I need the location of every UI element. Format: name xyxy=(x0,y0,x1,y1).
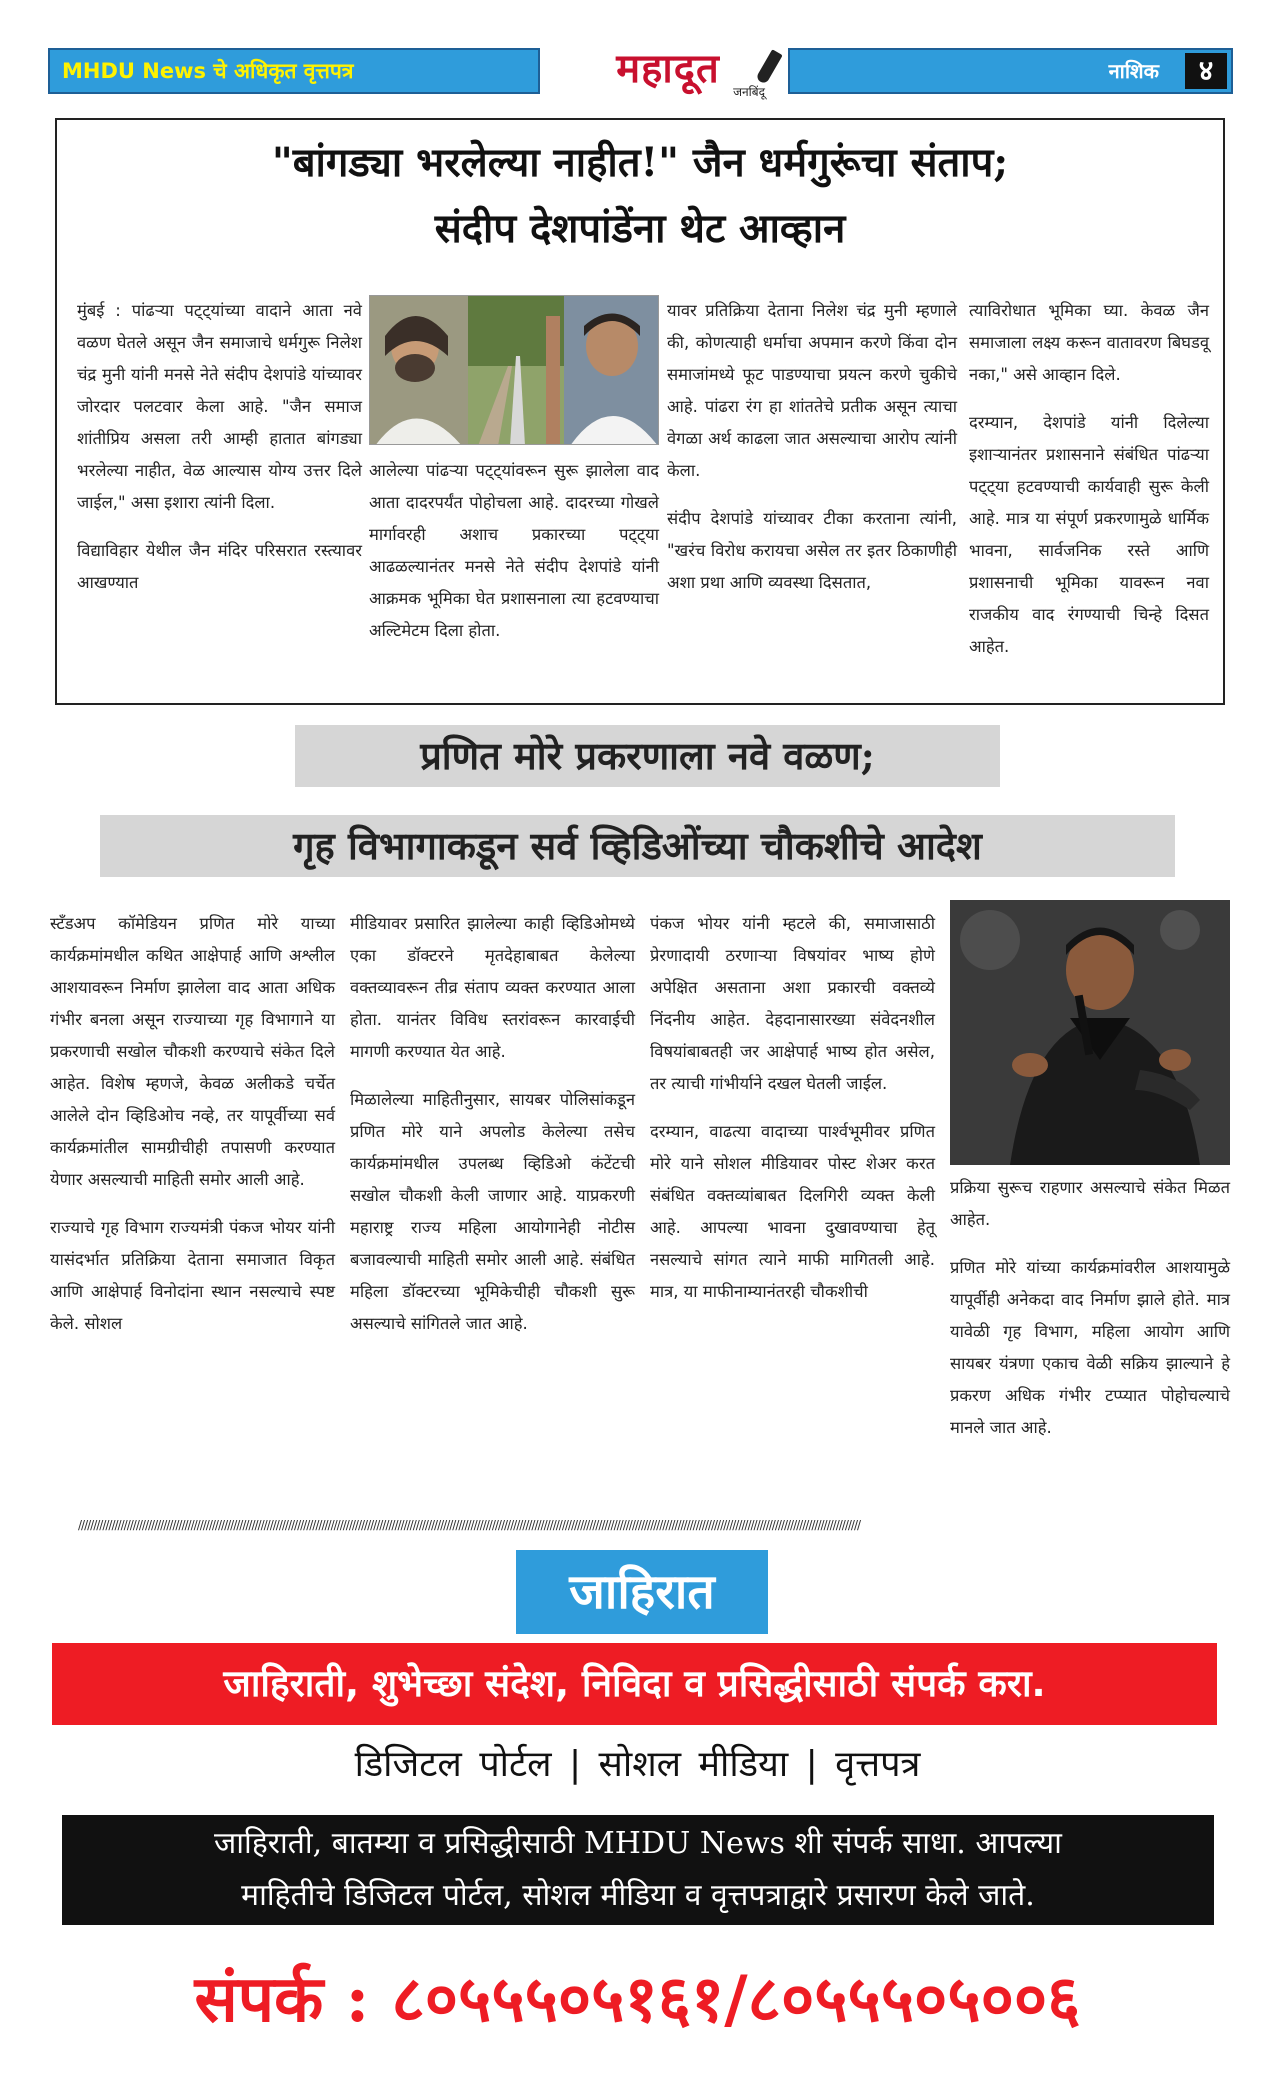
story1-photo-collage xyxy=(370,296,659,445)
advertisement-red-banner: जाहिराती, शुभेच्छा संदेश, निविदा व प्रसिद्धीसाठी संपर्क करा. xyxy=(52,1643,1217,1725)
story1-column-2 xyxy=(369,455,659,647)
story1-headline-line2: संदीप देशपांडेंना थेट आव्हान xyxy=(434,205,846,252)
story1-photo xyxy=(369,295,659,445)
story2-column-1 xyxy=(50,908,335,1340)
masthead-right-bar xyxy=(788,48,1233,94)
masthead xyxy=(48,45,1233,99)
story1-column-1 xyxy=(77,295,362,599)
contact-numbers[interactable]: संपर्क : ८०५५५०५१६१/८०५५५०५००६ xyxy=(194,1962,1081,2037)
comedian-photo xyxy=(950,900,1230,1165)
page-number: ४ xyxy=(1185,53,1227,89)
paragraph: मुंबई : पांढऱ्या पट्ट्यांच्या वादाने आता नवे वळण घेतले असून जैन समाजाचे धर्मगुरू निलेश चंद्र मुनी यांनी मनसे नेते संदीप देशपांडे यांच्यावर जोरदार पलटवार केला आहे. "जैन समाज शांतीप्रिय असला तरी आम्ही हातात बांगड्या भरलेल्या नाहीत, वेळ आल्यास योग्य उत्तर दिले जाईल," असा इशारा त्यांनी दिला. xyxy=(77,301,362,512)
paragraph: संदीप देशपांडे यांच्यावर टीका करताना त्यांनी, "खरंच विरोध करायचा असेल तर इतर ठिकाणीही अशा प्रथा आणि व्यवस्था दिसतात, xyxy=(667,509,957,592)
story2-headline-line2: गृह विभागाकडून सर्व व्हिडिओंच्या चौकशीचे आदेश xyxy=(100,815,1175,877)
advertisement-channels: डिजिटल पोर्टल | सोशल मीडिया | वृत्तपत्र xyxy=(354,1744,921,1785)
paragraph: दरम्यान, वाढत्या वादाच्या पार्श्वभूमीवर प्रणित मोरे याने सोशल मीडियावर पोस्ट शेअर करत संबंधित वक्तव्यांबाबत दिलगिरी व्यक्त केली आहे. आपल्या भावना दुखावण्याचा हेतू नसल्याचे सांगत त्याने माफी मागितली आहे. मात्र, या माफीनाम्यानंतरही चौकशीची xyxy=(650,1122,935,1301)
edition-city: नाशिक xyxy=(1108,59,1159,83)
story2-column-4 xyxy=(950,1172,1230,1444)
section-divider: ///////////////////////////////////////////////////////////////////////////////////////////////////////////////////////////////////////////////////////////////////////////////////////////////////////////////////////////////////////////////////////////////// xyxy=(78,1518,861,1532)
paragraph: मीडियावर प्रसारित झालेल्या काही व्हिडिओमध्ये एका डॉक्टरने मृतदेहाबाबत केलेल्या वक्तव्यावरून तीव्र संताप व्यक्त करण्यात आला होता. यानंतर विविध स्तरांवरून कारवाईची मागणी करण्यात येत आहे. xyxy=(350,914,635,1061)
paragraph: त्याविरोधात भूमिका घ्या. केवळ जैन समाजाला लक्ष्य करून वातावरण बिघडवू नका," असे आव्हान दिले. xyxy=(969,301,1209,384)
logo-subtitle: जनबिंदू xyxy=(733,85,765,99)
paragraph: विद्याविहार येथील जैन मंदिर परिसरात रस्त्यावर आखण्यात xyxy=(77,541,362,592)
paragraph: यावर प्रतिक्रिया देताना निलेश चंद्र मुनी म्हणाले की, कोणत्याही धर्माचा अपमान करणे किंवा दोन समाजांमध्ये फूट पाडण्याचा प्रयत्न करणे चुकीचे आहे. पांढरा रंग हा शांततेचे प्रतीक असून त्याचा वेगळा अर्थ काढला जात असल्याचा आरोप त्यांनी केला. xyxy=(667,301,957,480)
paragraph: प्रणित मोरे यांच्या कार्यक्रमांवरील आशयामुळे यापूर्वीही अनेकदा वाद निर्माण झाले होते. मात्र यावेळी गृह विभाग, महिला आयोग आणि सायबर यंत्रणा एकाच वेळी सक्रिय झाल्याने हे प्रकरण अधिक गंभीर टप्प्यात पोहोचल्याचे मानले जात आहे. xyxy=(950,1258,1230,1437)
advertisement-info-box xyxy=(62,1815,1214,1925)
advertisement-info-line2: माहितीचे डिजिटल पोर्टल, सोशल मीडिया व वृत्तपत्राद्वारे प्रसारण केले जाते. xyxy=(241,1878,1035,1913)
paragraph: पंकज भोयर यांनी म्हटले की, समाजासाठी प्रेरणादायी ठरणाऱ्या विषयांवर भाष्य होणे अपेक्षित असताना अशा प्रकारची वक्तव्ये निंदनीय आहेत. देहदानासारख्या संवेदनशील विषयांबाबतही जर आक्षेपार्ह भाष्य होत असेल, तर त्याची गांभीर्याने दखल घेतली जाईल. xyxy=(650,914,935,1093)
story2-column-2 xyxy=(350,908,635,1340)
paragraph: दरम्यान, देशपांडे यांनी दिलेल्या इशाऱ्यानंतर प्रशासनाने संबंधित पांढऱ्या पट्ट्या हटवण्याची कार्यवाही सुरू केली आहे. मात्र या संपूर्ण प्रकरणामुळे धार्मिक भावना, सार्वजनिक रस्ते आणि प्रशासनाची भूमिका यावरून नवा राजकीय वाद रंगण्याची चिन्हे दिसत आहेत. xyxy=(969,413,1209,656)
advertisement-badge: जाहिरात xyxy=(516,1550,768,1634)
paragraph: राज्याचे गृह विभाग राज्यमंत्री पंकज भोयर यांनी यासंदर्भात प्रतिक्रिया देताना समाजात विकृत आणि आक्षेपार्ह विनोदांना स्थान नसल्याचे स्पष्ट केले. सोशल xyxy=(50,1218,335,1333)
paragraph: मिळालेल्या माहितीनुसार, सायबर पोलिसांकडून प्रणित मोरे याने अपलोड केलेल्या तसेच कार्यक्रमांमधील उपलब्ध व्हिडिओ कंटेंटची सखोल चौकशी केली जाणार आहे. याप्रकरणी महाराष्ट्र राज्य महिला आयोगानेही नोटीस बजावल्याची माहिती समोर आली आहे. संबंधित महिला डॉक्टरच्या भूमिकेचीही चौकशी सुरू असल्याचे सांगितले जात आहे. xyxy=(350,1090,635,1333)
story1-column-4 xyxy=(969,295,1209,663)
story2-column-3 xyxy=(650,908,935,1308)
newspaper-logo[interactable] xyxy=(553,44,783,98)
advertisement-info-line1: जाहिराती, बातम्या व प्रसिद्धीसाठी MHDU News शी संपर्क साधा. आपल्या xyxy=(214,1826,1062,1861)
story1-headline-line1: "बांगड्या भरलेल्या नाहीत!" जैन धर्मगुरूंचा संताप; xyxy=(271,139,1009,186)
story2-headline-line1: प्रणित मोरे प्रकरणाला नवे वळण; xyxy=(295,725,1000,787)
story1-column-3 xyxy=(667,295,957,599)
paragraph: स्टँडअप कॉमेडियन प्रणित मोरे याच्या कार्यक्रमांमधील कथित आक्षेपार्ह आणि अश्लील आशयावरून निर्माण झालेला वाद आता अधिक गंभीर बनला असून राज्याच्या गृह विभागाने या प्रकरणाची सखोल चौकशी करण्याचे संकेत दिले आहेत. विशेष म्हणजे, केवळ अलीकडे चर्चेत आलेले दोन व्हिडिओच नव्हे, तर यापूर्वीच्या सर्व कार्यक्रमांतील सामग्रीचीही तपासणी करण्यात येणार असल्याची माहिती समोर आली आहे. xyxy=(50,914,335,1189)
masthead-tagline: MHDU News चे अधिकृत वृत्तपत्र xyxy=(48,48,540,94)
story-jain-guru xyxy=(55,118,1225,705)
paragraph: प्रक्रिया सुरूच राहणार असल्याचे संकेत मिळत आहेत. xyxy=(950,1178,1230,1229)
paragraph: आलेल्या पांढऱ्या पट्ट्यांवरून सुरू झालेला वाद आता दादरपर्यंत पोहोचला आहे. दादरच्या गोखले मार्गावरही अशाच प्रकारच्या पट्ट्या आढळल्यानंतर मनसे नेते संदीप देशपांडे यांनी आक्रमक भूमिका घेत प्रशासनाला त्या हटवण्याचा अल्टिमेटम दिला होता. xyxy=(369,461,659,640)
logo-text: महादूत xyxy=(616,45,720,92)
story2-photo xyxy=(950,900,1230,1165)
story1-headline xyxy=(57,130,1223,262)
